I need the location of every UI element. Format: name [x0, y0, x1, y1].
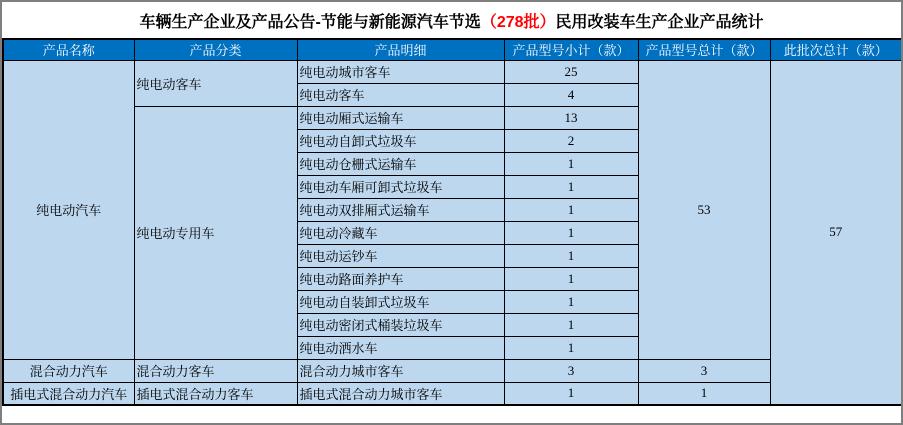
model-total-cell[interactable]: 1	[638, 382, 770, 405]
table-row	[3, 359, 902, 382]
table-row	[3, 382, 902, 405]
model-subtotal-cell[interactable]: 1	[504, 382, 638, 405]
product-detail-cell[interactable]: 纯电动自卸式垃圾车	[297, 129, 504, 152]
product-category-cell[interactable]: 纯电动专用车	[134, 106, 297, 359]
product-detail-cell[interactable]: 纯电动厢式运输车	[297, 106, 504, 129]
product-name-cell[interactable]: 纯电动汽车	[3, 60, 134, 359]
col-header-product-category[interactable]: 产品分类	[134, 39, 297, 60]
product-detail-cell[interactable]: 纯电动自装卸式垃圾车	[297, 290, 504, 313]
product-detail-cell[interactable]: 纯电动密闭式桶装垃圾车	[297, 313, 504, 336]
model-subtotal-cell[interactable]: 13	[504, 106, 638, 129]
product-detail-cell[interactable]: 纯电动双排厢式运输车	[297, 198, 504, 221]
table-body	[3, 60, 902, 405]
model-subtotal-cell[interactable]: 1	[504, 221, 638, 244]
report-title-prefix: 车辆生产企业及产品公告-节能与新能源汽车节选	[139, 13, 481, 31]
model-subtotal-cell[interactable]: 1	[504, 267, 638, 290]
model-subtotal-cell[interactable]: 2	[504, 129, 638, 152]
report-title	[2, 2, 901, 38]
model-subtotal-cell[interactable]: 1	[504, 336, 638, 359]
model-subtotal-cell[interactable]: 1	[504, 290, 638, 313]
product-stats-table	[2, 38, 903, 406]
report-title-suffix: 民用改装车生产企业产品统计	[555, 13, 764, 31]
product-detail-cell[interactable]: 纯电动洒水车	[297, 336, 504, 359]
product-category-cell[interactable]: 混合动力客车	[134, 359, 297, 382]
batch-total-cell[interactable]: 57	[770, 60, 902, 405]
model-subtotal-cell[interactable]: 1	[504, 244, 638, 267]
batch-count-highlight: （278批）	[480, 13, 556, 31]
product-detail-cell[interactable]: 纯电动冷藏车	[297, 221, 504, 244]
product-detail-cell[interactable]: 纯电动仓栅式运输车	[297, 152, 504, 175]
model-subtotal-cell[interactable]: 1	[504, 313, 638, 336]
product-detail-cell[interactable]: 插电式混合动力城市客车	[297, 382, 504, 405]
product-detail-cell[interactable]: 纯电动路面养护车	[297, 267, 504, 290]
product-detail-cell[interactable]: 纯电动城市客车	[297, 60, 504, 83]
col-header-model-subtotal[interactable]: 产品型号小计（款）	[504, 39, 638, 60]
col-header-model-total[interactable]: 产品型号总计（款）	[638, 39, 770, 60]
model-subtotal-cell[interactable]: 3	[504, 359, 638, 382]
product-category-cell[interactable]: 插电式混合动力客车	[134, 382, 297, 405]
model-subtotal-cell[interactable]: 1	[504, 175, 638, 198]
col-header-batch-total[interactable]: 此批次总计（款）	[770, 39, 902, 60]
model-subtotal-cell[interactable]: 25	[504, 60, 638, 83]
product-detail-cell[interactable]: 纯电动车厢可卸式垃圾车	[297, 175, 504, 198]
model-total-cell[interactable]: 3	[638, 359, 770, 382]
model-subtotal-cell[interactable]: 1	[504, 152, 638, 175]
col-header-product-name[interactable]: 产品名称	[3, 39, 134, 60]
header-row	[3, 39, 902, 60]
product-detail-cell[interactable]: 纯电动运钞车	[297, 244, 504, 267]
model-subtotal-cell[interactable]: 1	[504, 198, 638, 221]
product-detail-cell[interactable]: 混合动力城市客车	[297, 359, 504, 382]
model-total-cell[interactable]: 53	[638, 60, 770, 359]
product-name-cell[interactable]: 混合动力汽车	[3, 359, 134, 382]
model-subtotal-cell[interactable]: 4	[504, 83, 638, 106]
col-header-product-detail[interactable]: 产品明细	[297, 39, 504, 60]
product-name-cell[interactable]: 插电式混合动力汽车	[3, 382, 134, 405]
product-category-cell[interactable]: 纯电动客车	[134, 60, 297, 106]
table-row	[3, 60, 902, 83]
product-detail-cell[interactable]: 纯电动客车	[297, 83, 504, 106]
